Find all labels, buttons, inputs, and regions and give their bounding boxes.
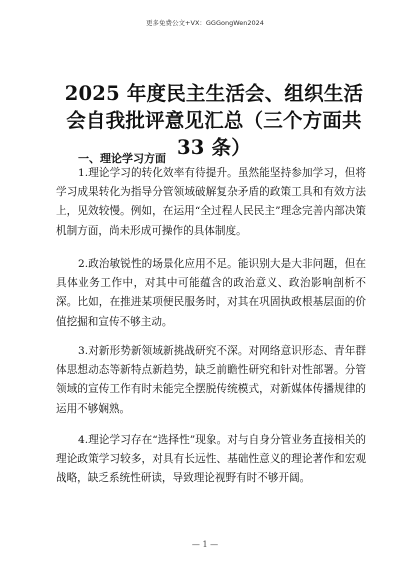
paragraph-2: 2.政治敏锐性的场景化应用不足。能识别大是大非问题，但在具体业务工作中，对其中可能蕴含的政治意义、政治影响剖析不深。比如，在推进某项便民服务时，对其在巩固执政根基层面的价值挖掘和宣传不够主动。 bbox=[56, 258, 366, 328]
section-heading: 一、理论学习方面 bbox=[78, 152, 166, 165]
paragraph-4: 4.理论学习存在“选择性”现象。对与自身分管业务直接相关的理论政策学习较多，对具有长远性、基础性意义的理论著作和宏观战略，缺乏系统性研读，导致理论视野有时不够开阔。 bbox=[56, 434, 366, 485]
page-number: — 1 — bbox=[191, 540, 219, 549]
header-note: 更多免费公文+VX：GGGongWen2024 bbox=[146, 19, 264, 27]
document-title: 2025 年度民主生活会、组织生活会自我批评意见汇总（三个方面共 33 条） bbox=[64, 82, 364, 159]
paragraph-1: 1.理论学习的转化效率有待提升。虽然能坚持参加学习，但将学习成果转化为指导分管领域破解复杂矛盾的政策工具和有效方法上，见效较慢。例如，在运用“全过程人民民主”理念完善内部决策机制方面，尚未形成可操作的具体制度。 bbox=[56, 167, 366, 237]
paragraph-3: 3.对新形势新领域新挑战研究不深。对网络意识形态、青年群体思想动态等新特点新趋势，缺乏前瞻性研究和针对性部署。分管领域的宣传工作有时未能完全摆脱传统模式，对新媒体传播规律的运用不够娴熟。 bbox=[56, 345, 366, 415]
